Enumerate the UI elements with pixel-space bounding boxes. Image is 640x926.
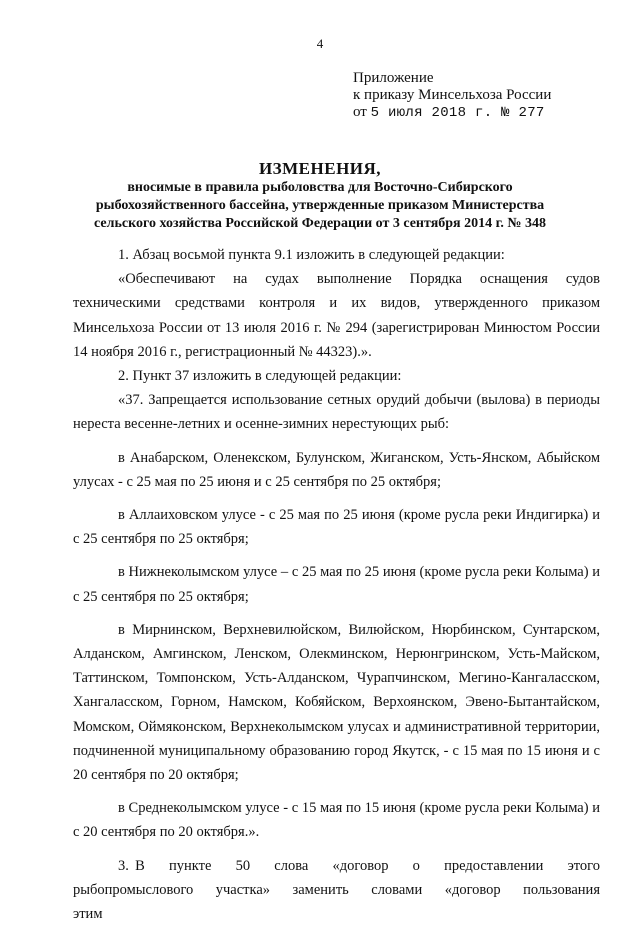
list-item-5: в Среднеколымском улусе - с 15 мая по 15 июня (кроме русла реки Колыма) и с 20 сентября по 20 октября.». [73, 800, 600, 841]
heading-line-2: рыбохозяйственного бассейна, утвержденные приказом Министерства [95, 198, 545, 213]
appendix-block [353, 70, 551, 122]
document-body [73, 243, 600, 926]
paragraph-1-quote: «Обеспечивают на судах выполнение Порядка оснащения судов техническими средствами контроля и их видов, утвержденного приказом Минсельхоза России от 13 июля 2016 г. № 294 (зарегистрирован Минюстом России 14 ноября 2016 г., регистрационный № 44323).». [73, 271, 600, 360]
list-item-3: в Нижнеколымском улусе – с 25 мая по 25 июня (кроме русла реки Колыма) и с 25 сентября по 25 октября; [73, 564, 600, 605]
appendix-date-prefix: от [353, 104, 367, 120]
paragraph-3 [73, 854, 600, 926]
appendix-title: Приложение [353, 70, 434, 86]
list-item-2: в Аллаиховском улусе - с 25 мая по 25 июня (кроме русла реки Индигирка) и с 25 сентября по 25 октября; [73, 507, 600, 548]
heading-line-1: вносимые в правила рыболовства для Восточно-Сибирского [127, 180, 513, 195]
paragraph-3-number: 3. В [118, 857, 145, 874]
paragraph-2: 2. Пункт 37 изложить в следующей редакции: [118, 368, 402, 385]
list-item-4: в Мирнинском, Верхневилюйском, Вилюйском, Нюрбинском, Сунтарском, Алданском, Амгинском, Ленском, Олекминском, Нерюнгринском, Усть-Майском, Таттинском, Томпонском, Усть-Алданском, Чурапчинском, Мегино-Кангаласском, Хангаласском, Горном, Намском, Кобяйском, Верхоянском, Эвено-Бытантайском, Момском, Оймяконском, Верхнеколымском улусах и административной территории, подчиненной муниципальному образованию город Якутск, - с 15 мая по 15 июня и с 20 сентября по 20 октября; [73, 621, 600, 784]
page-number: 4 [316, 36, 324, 51]
appendix-date: 5 июля 2018 г. № 277 [370, 105, 545, 121]
appendix-order-ref: к приказу Минсельхоза России [353, 87, 552, 103]
heading-title: ИЗМЕНЕНИЯ, [258, 159, 382, 178]
list-item-1: в Анабарском, Оленекском, Булунском, Жиганском, Усть-Янском, Абыйском улусах - с 25 мая по 25 июня и с 25 сентября по 25 октября; [73, 449, 600, 490]
document-heading [0, 158, 640, 233]
heading-line-3: сельского хозяйства Российской Федерации от 3 сентября 2014 г. № 348 [94, 216, 546, 231]
paragraph-3-text: пункте 50 слова «договор о предоставлении этого рыбопромыслового участка» заменить словами «договор пользования этим [73, 857, 601, 923]
paragraph-2-quote: «37. Запрещается использование сетных орудий добычи (вылова) в периоды нереста весенне-летних и осенне-зимних нерестующих рыб: [73, 392, 600, 433]
paragraph-1: 1. Абзац восьмой пункта 9.1 изложить в следующей редакции: [118, 247, 505, 263]
appendix-date-line [353, 104, 551, 122]
